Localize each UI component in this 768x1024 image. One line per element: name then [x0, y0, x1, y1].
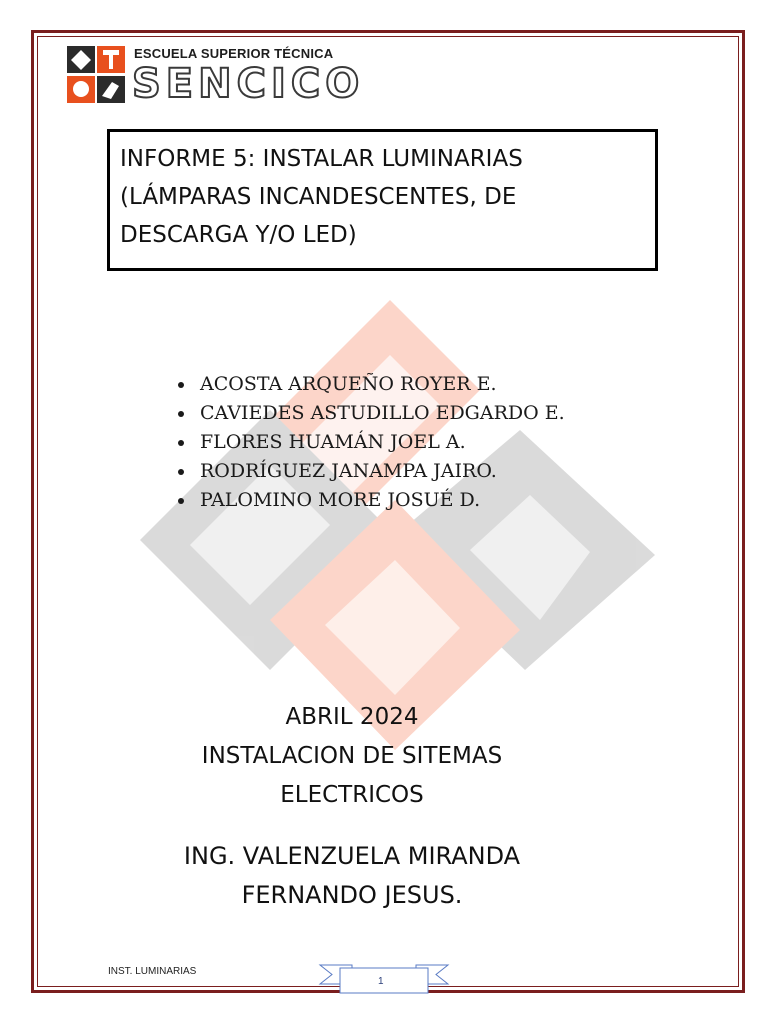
- teacher-name-line-2: FERNANDO JESUS.: [241, 881, 463, 909]
- teacher-name-line-1: ING. VALENZUELA MIRANDA: [183, 842, 521, 870]
- footer-label: INST. LUMINARIAS: [108, 966, 197, 977]
- author-list: [176, 371, 600, 516]
- report-title-line-2: (LÁMPARAS INCANDESCENTES, DE: [120, 184, 517, 210]
- course-name-line-1: INSTALACION DE SITEMAS: [201, 743, 503, 769]
- report-date: ABRIL 2024: [285, 704, 419, 730]
- author-item: FLORES HUAMÁN JOEL A.: [176, 429, 600, 455]
- report-title-box: [107, 129, 658, 271]
- logo-brand-name: SENCICO: [132, 61, 365, 107]
- author-item: CAVIEDES ASTUDILLO EDGARDO E.: [176, 400, 600, 426]
- logo-watermark-icon: [140, 290, 670, 750]
- report-title-line-3: DESCARGA Y/O LED): [120, 222, 357, 248]
- logo-school-name: ESCUELA SUPERIOR TÉCNICA: [134, 46, 334, 61]
- author-item: PALOMINO MORE JOSUÉ D.: [176, 487, 600, 513]
- page-number-ribbon: [318, 962, 450, 996]
- author-item: RODRÍGUEZ JANAMPA JAIRO.: [176, 458, 600, 484]
- page-number: 1: [378, 976, 384, 987]
- course-name-line-2: ELECTRICOS: [280, 782, 424, 808]
- ribbon-icon: [318, 962, 450, 996]
- author-item: ACOSTA ARQUEÑO ROYER E.: [176, 371, 600, 397]
- report-title-line-1: INFORME 5: INSTALAR LUMINARIAS: [120, 146, 523, 172]
